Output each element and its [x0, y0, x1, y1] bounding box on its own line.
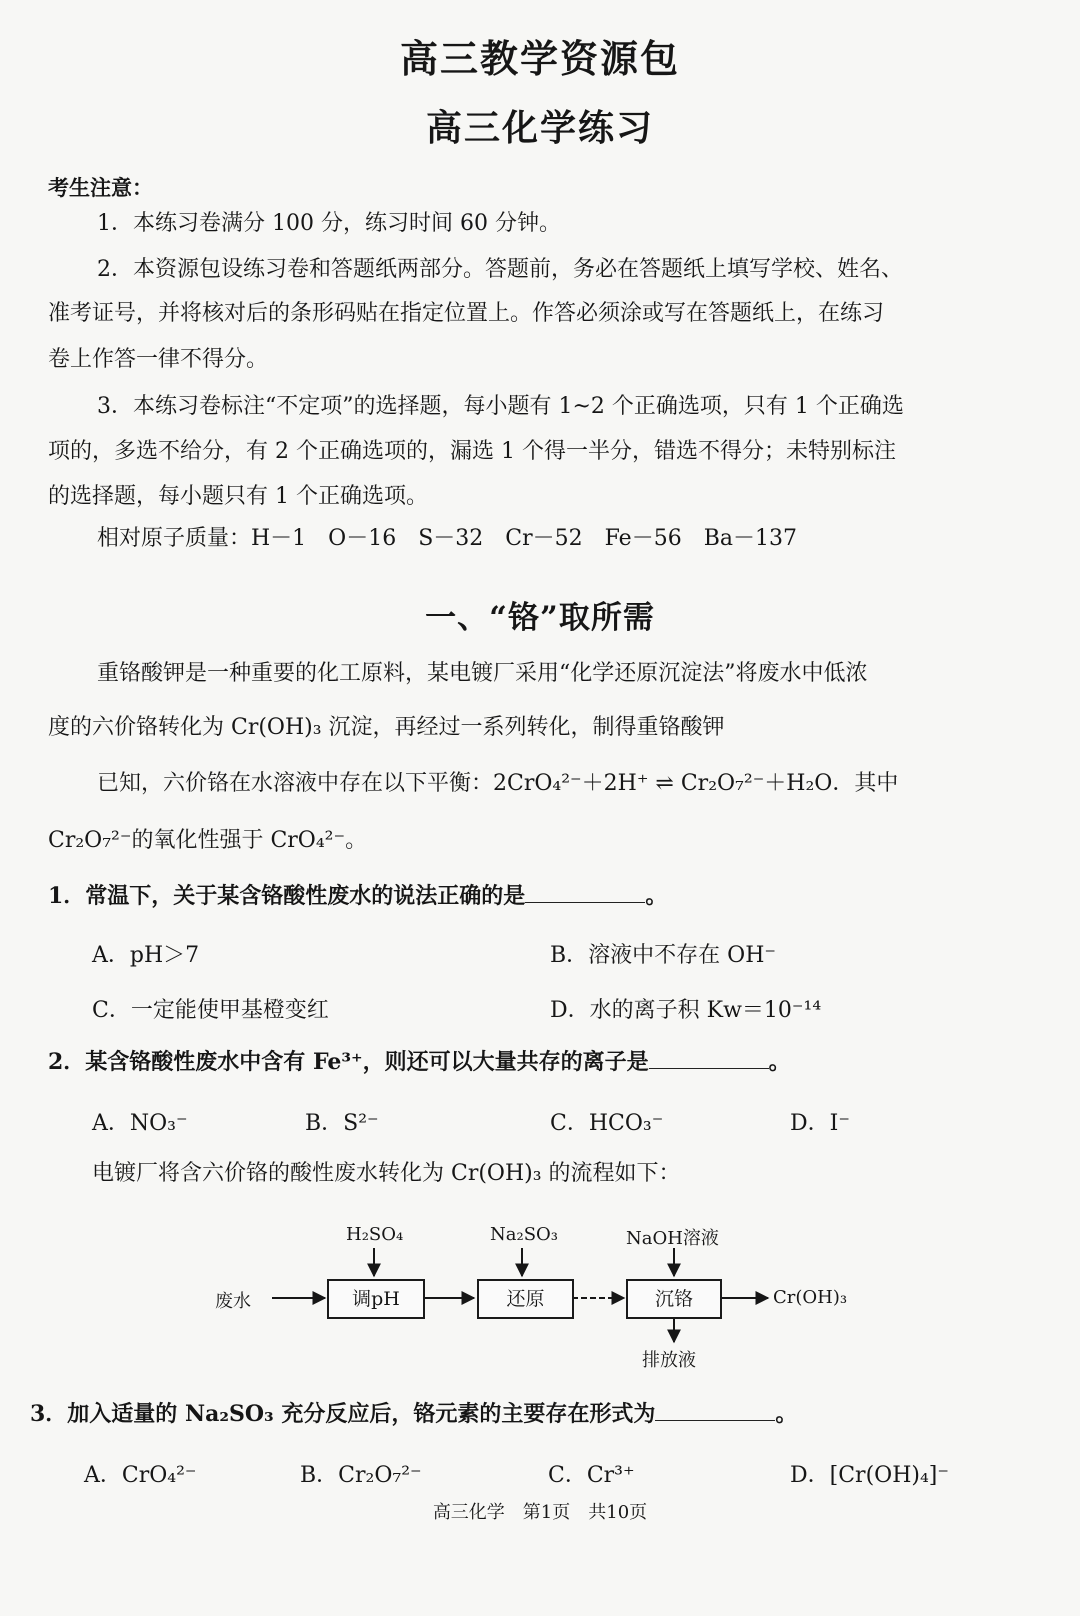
reagent-h2so4: H₂SO₄ [346, 1224, 404, 1245]
question-1-text: 1．常温下，关于某含铬酸性废水的说法正确的是 [48, 883, 526, 909]
answer-blank-3[interactable] [655, 1402, 775, 1421]
q1-option-d: D．水的离子积 Kw＝10⁻¹⁴ [550, 998, 822, 1023]
question-2-text: 2．某含铬酸性废水中含有 Fe³⁺，则还可以大量共存的离子是 [48, 1049, 649, 1075]
atomic-mass-line: 相对原子质量：H－1 O－16 S－32 Cr－52 Fe－56 Ba－137 [97, 526, 797, 551]
page-footer: 高三化学 第1页 共10页 [432, 1502, 648, 1523]
question-3-stem: 3．加入适量的 Na₂SO₃ 充分反应后，铬元素的主要存在形式为 。 [30, 1401, 798, 1427]
q3-option-b: B．Cr₂O₇²⁻ [300, 1463, 422, 1488]
flow-box-precipitate: 沉铬 [626, 1279, 722, 1319]
notice-item-2-line-3: 卷上作答一律不得分。 [48, 347, 269, 372]
section-title: 一、“铬”取所需 [425, 600, 655, 636]
q3-option-a: A．CrO₄²⁻ [84, 1463, 197, 1488]
q2-option-c: C．HCO₃⁻ [550, 1111, 664, 1136]
q2-option-a: A．NO₃⁻ [92, 1111, 188, 1136]
question-1-stem: 1．常温下，关于某含铬酸性废水的说法正确的是 。 [48, 883, 668, 909]
question-3-text: 3．加入适量的 Na₂SO₃ 充分反应后，铬元素的主要存在形式为 [30, 1401, 656, 1427]
question-2-stem: 2．某含铬酸性废水中含有 Fe³⁺，则还可以大量共存的离子是 。 [48, 1049, 791, 1075]
notice-item-2-line-1: 2．本资源包设练习卷和答题纸两部分。答题前，务必在答题纸上填写学校、姓名、 [97, 257, 903, 282]
notice-item-3-line-3: 的选择题，每小题只有 1 个正确选项。 [48, 484, 428, 509]
page-title: 高三教学资源包 [399, 36, 680, 81]
q3-option-d: D．[Cr(OH)₄]⁻ [790, 1463, 949, 1488]
flow-waste-label: 排放液 [642, 1350, 696, 1371]
notice-item-2-line-2: 准考证号，并将核对后的条形码贴在指定位置上。作答必须涂或写在答题纸上，在练习 [48, 301, 885, 326]
q1-option-a: A．pH＞7 [92, 943, 200, 968]
notice-item-3-line-2: 项的，多选不给分，有 2 个正确选项的，漏选 1 个得一半分，错选不得分；未特别标注 [48, 439, 896, 464]
q3-option-c: C．Cr³⁺ [548, 1463, 635, 1488]
notice-item-1: 1．本练习卷满分 100 分，练习时间 60 分钟。 [97, 211, 561, 236]
q1-option-c: C．一定能使甲基橙变红 [92, 998, 329, 1023]
notice-heading: 考生注意： [48, 175, 153, 200]
flow-output-label: Cr(OH)₃ [773, 1287, 848, 1308]
intro-line-2: 度的六价铬转化为 Cr(OH)₃ 沉淀，再经过一系列转化，制得重铬酸钾 [48, 715, 725, 740]
q1-option-b: B．溶液中不存在 OH⁻ [550, 943, 776, 968]
answer-blank-1[interactable] [525, 884, 645, 903]
answer-blank-2[interactable] [649, 1050, 769, 1069]
flow-input-label: 废水 [215, 1291, 251, 1312]
flow-box-reduction: 还原 [477, 1279, 574, 1319]
q2-option-d: D．I⁻ [790, 1111, 850, 1136]
intro-line-1: 重铬酸钾是一种重要的化工原料，某电镀厂采用“化学还原沉淀法”将废水中低浓 [97, 661, 868, 686]
notice-item-3-line-1: 3．本练习卷标注“不定项”的选择题，每小题有 1~2 个正确选项，只有 1 个正确选 [97, 394, 904, 419]
known-line-1: 已知，六价铬在水溶液中存在以下平衡：2CrO₄²⁻＋2H⁺ ⇌ Cr₂O₇²⁻＋H₂O．其中 [97, 771, 899, 796]
reagent-na2so3: Na₂SO₃ [490, 1224, 559, 1245]
flow-box-adjust-ph: 调pH [327, 1279, 425, 1319]
flow-intro: 电镀厂将含六价铬的酸性废水转化为 Cr(OH)₃ 的流程如下： [92, 1161, 681, 1186]
reagent-naoh: NaOH溶液 [626, 1228, 719, 1249]
q2-option-b: B．S²⁻ [305, 1111, 379, 1136]
page-subtitle: 高三化学练习 [425, 107, 654, 149]
known-line-2: Cr₂O₇²⁻的氧化性强于 CrO₄²⁻。 [48, 828, 368, 853]
